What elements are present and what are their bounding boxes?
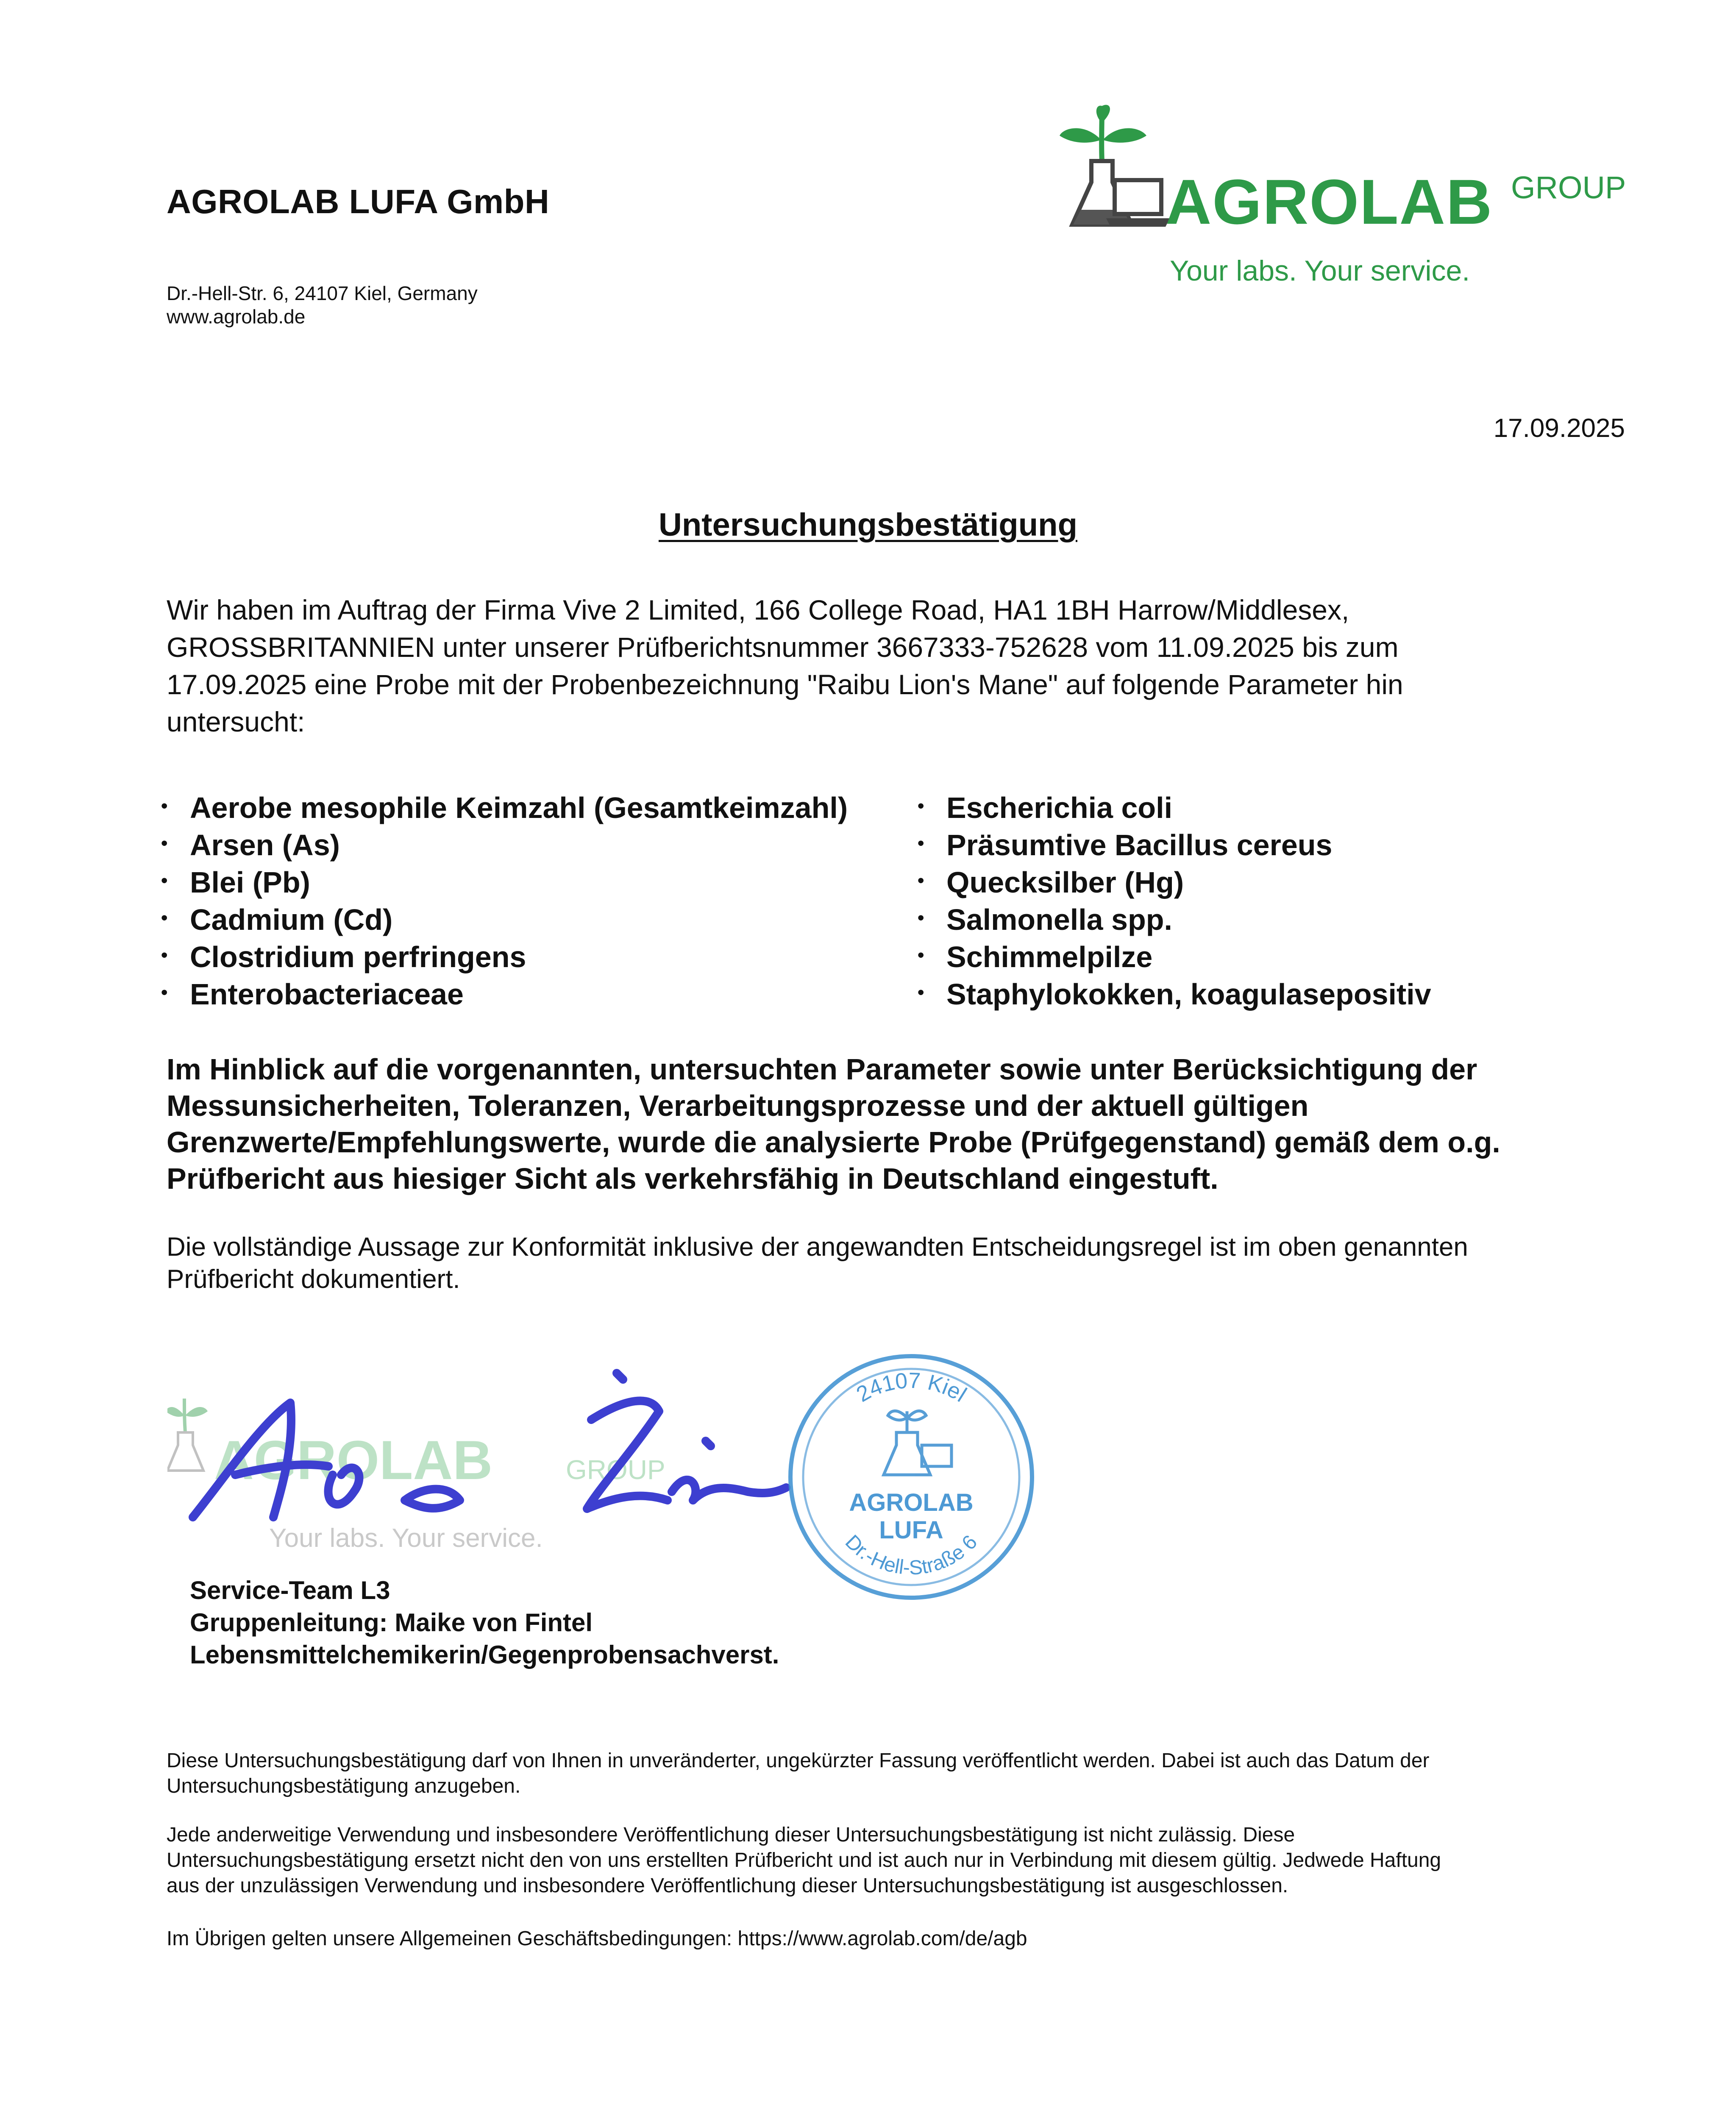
- parameter-item: [918, 900, 1431, 937]
- parameter-item: [918, 975, 1431, 1012]
- parameter-label: Arsen (As): [190, 829, 340, 862]
- disclaimer-usage: [167, 1822, 1629, 1899]
- intro-line: untersucht:: [167, 706, 305, 737]
- logo-wordmark: AGROLAB: [1166, 166, 1493, 237]
- parameter-label: Enterobacteriaceae: [190, 978, 464, 1011]
- stamp-image: [782, 1348, 1040, 1606]
- conformity-line: Prüfbericht dokumentiert.: [167, 1265, 460, 1294]
- stamp-line2: LUFA: [879, 1516, 943, 1544]
- conclusion-line: Prüfbericht aus hiesiger Sicht als verkehrsfähig in Deutschland eingestuft.: [167, 1162, 1219, 1195]
- disclaimer-line: Untersuchungsbestätigung anzugeben.: [167, 1775, 521, 1797]
- parameter-label: Blei (Pb): [190, 866, 310, 899]
- official-stamp: [782, 1348, 1040, 1606]
- conformity-line: Die vollständige Aussage zur Konformität inklusive der angewandten Entscheidungsregel ist im oben genannten: [167, 1232, 1468, 1262]
- intro-line: GROSSBRITANNIEN unter unserer Prüfberichtsnummer 3667333-752628 vom 11.09.2025 bis zum: [167, 631, 1399, 663]
- address-line: Dr.-Hell-Str. 6, 24107 Kiel, Germany: [167, 282, 478, 304]
- parameter-label: Escherichia coli: [946, 791, 1173, 824]
- website-line: www.agrolab.de: [167, 306, 306, 328]
- intro-line: Wir haben im Auftrag der Firma Vive 2 Limited, 166 College Road, HA1 1BH Harrow/Middlesex,: [167, 594, 1349, 626]
- parameter-label: Quecksilber (Hg): [946, 866, 1184, 899]
- parameter-item: [161, 788, 848, 826]
- parameter-item: [161, 863, 848, 900]
- bullet-icon: •: [918, 945, 924, 965]
- document-title: [0, 506, 1736, 543]
- parameter-label: Präsumtive Bacillus cereus: [946, 829, 1333, 862]
- agrolab-logo: [1051, 97, 1666, 292]
- signature-block: [167, 1348, 790, 1572]
- bullet-icon: •: [918, 982, 924, 1003]
- conformity-paragraph: [167, 1231, 1468, 1296]
- disclaimer-line: Diese Untersuchungsbestätigung darf von Ihnen in unveränderter, ungekürzter Fassung veröffentlicht werden. Dabei ist auch das Datum der: [167, 1749, 1430, 1772]
- bullet-icon: •: [918, 870, 924, 891]
- disclaimer-line: Im Übrigen gelten unsere Allgemeinen Geschäftsbedingungen: https://www.agrolab.com/de/agb: [167, 1927, 1027, 1950]
- team-line: Gruppenleitung: Maike von Fintel: [190, 1608, 593, 1637]
- parameter-item: [918, 863, 1431, 900]
- intro-paragraph: [167, 591, 1608, 740]
- parameter-label: Staphylokokken, koagulasepositiv: [946, 978, 1431, 1011]
- bullet-icon: •: [161, 833, 168, 854]
- disclaimer-line: Jede anderweitige Verwendung und insbesondere Veröffentlichung dieser Untersuchungsbestätigung ist nicht zulässig. Diese: [167, 1824, 1295, 1846]
- company-name: AGROLAB LUFA GmbH: [167, 183, 550, 220]
- bullet-icon: •: [161, 795, 168, 816]
- bullet-icon: •: [161, 982, 168, 1003]
- bullet-icon: •: [161, 907, 168, 928]
- disclaimer-publication: [167, 1748, 1629, 1799]
- bullet-icon: •: [161, 945, 168, 965]
- logo-slogan: Your labs. Your service.: [1170, 255, 1470, 287]
- team-line: Service-Team L3: [190, 1576, 390, 1605]
- bullet-icon: •: [161, 870, 168, 891]
- parameter-label: Schimmelpilze: [946, 940, 1153, 973]
- bullet-icon: •: [918, 907, 924, 928]
- flask-laptop-plant-icon: [1051, 97, 1170, 237]
- parameter-item: [918, 788, 1431, 826]
- stamp-top-text: 24107 Kiel: [852, 1368, 971, 1407]
- conclusion-line: Grenzwerte/Empfehlungswerte, wurde die analysierte Probe (Prüfgegenstand) gemäß dem o.g.: [167, 1126, 1500, 1159]
- parameter-item: [161, 826, 848, 863]
- signature-image: [167, 1348, 790, 1572]
- watermark-slogan: Your labs. Your service.: [269, 1524, 543, 1553]
- parameter-item: [161, 900, 848, 937]
- parameter-column-2: [918, 788, 1431, 1012]
- signatory-block: [190, 1574, 779, 1671]
- watermark-group: GROUP: [566, 1454, 665, 1485]
- conclusion-line: Messunsicherheiten, Toleranzen, Verarbeitungsprozesse und der aktuell gültigen: [167, 1089, 1309, 1122]
- parameter-label: Clostridium perfringens: [190, 940, 526, 973]
- parameter-item: [161, 937, 848, 975]
- conclusion-line: Im Hinblick auf die vorgenannten, untersuchten Parameter sowie unter Berücksichtigung der: [167, 1053, 1477, 1086]
- disclaimer-line: Untersuchungsbestätigung ersetzt nicht den von uns erstellten Prüfbericht und ist auch nur in Verbindung mit diesem gültig. Jedwede Haftung: [167, 1849, 1441, 1872]
- intro-line: 17.09.2025 eine Probe mit der Probenbezeichnung "Raibu Lion's Mane" auf folgende Parameter hin: [167, 669, 1403, 700]
- disclaimer-terms: [167, 1926, 1629, 1952]
- logo-group: GROUP: [1511, 170, 1626, 205]
- parameter-label: Cadmium (Cd): [190, 903, 393, 936]
- stamp-flask-icon: [884, 1411, 951, 1475]
- team-line: Lebensmittelchemikerin/Gegenprobensachverst.: [190, 1641, 779, 1669]
- company-address: [167, 282, 478, 328]
- watermark-wordmark: AGROLAB: [214, 1429, 493, 1491]
- document-date: 17.09.2025: [1493, 414, 1625, 443]
- stamp-line1: AGROLAB: [849, 1489, 974, 1516]
- document-title-text: Untersuchungsbestätigung: [658, 507, 1078, 543]
- parameter-item: [918, 937, 1431, 975]
- parameter-column-1: [161, 788, 848, 1012]
- parameter-label: Aerobe mesophile Keimzahl (Gesamtkeimzahl): [190, 791, 848, 824]
- bullet-icon: •: [918, 795, 924, 816]
- conclusion-paragraph: [167, 1051, 1629, 1197]
- parameter-label: Salmonella spp.: [946, 903, 1172, 936]
- parameter-item: [161, 975, 848, 1012]
- disclaimer-line: aus der unzulässigen Verwendung und insbesondere Veröffentlichung dieser Untersuchungsbestätigung ist ausgeschlossen.: [167, 1874, 1288, 1897]
- stamp-bottom-text: Dr.-Hell-Straße 6: [840, 1530, 982, 1580]
- bullet-icon: •: [918, 833, 924, 854]
- parameter-item: [918, 826, 1431, 863]
